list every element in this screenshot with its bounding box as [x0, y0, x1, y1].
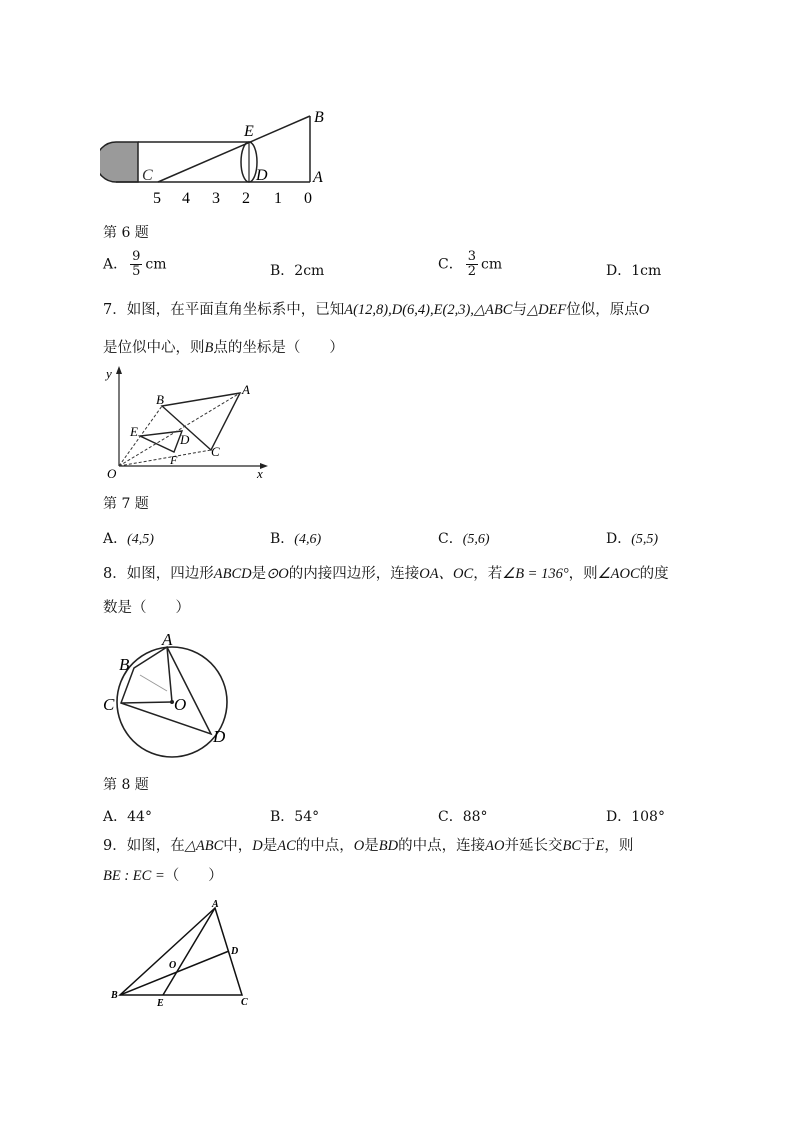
q7-figure	[100, 364, 275, 482]
q6-tick-0: 0	[304, 190, 312, 207]
q9-text-c: 是	[262, 838, 278, 854]
q9-math-d: O	[353, 838, 365, 854]
q6-option-a-label: A．	[103, 256, 128, 273]
q6-option-b-text: 2cm	[294, 263, 325, 279]
q6-label-C: C	[142, 167, 153, 184]
q9-math-e: BD	[378, 838, 399, 854]
q6-option-a-num: 9	[132, 249, 141, 264]
q7-option-a-label: A．	[103, 531, 128, 547]
q8-label-A: A	[162, 630, 173, 649]
q7-stem-line2	[103, 338, 344, 358]
q8-option-c-label: C．	[438, 809, 463, 825]
q8-option-a[interactable]	[103, 806, 152, 826]
q9-math-c: AC	[277, 838, 296, 854]
q6-label-E: E	[244, 123, 254, 140]
q8-caption: 第 8 题	[103, 777, 149, 793]
q6-tick-3: 3	[212, 190, 220, 207]
q8-option-c[interactable]	[438, 806, 488, 826]
q7-text-a: 7．如图，在平面直角坐标系中，已知	[103, 302, 345, 318]
q9-stem-line1	[103, 836, 633, 856]
q9-text-d: 的中点，	[295, 838, 354, 854]
q6-tick-1: 1	[274, 190, 282, 207]
q8-math-d: ∠B = 136°	[502, 566, 569, 582]
q6-option-d-text: 1cm	[631, 263, 662, 279]
q9-triangle-ABC	[120, 908, 242, 995]
q7-option-c[interactable]	[438, 528, 490, 548]
q9-stem-line2	[103, 866, 223, 886]
q7-stem-line1	[103, 300, 649, 320]
q7-option-a[interactable]	[103, 528, 154, 548]
q7-option-d-text: (5,5)	[631, 532, 659, 547]
q9-math-i: BE : EC =	[103, 868, 165, 884]
q9-math-f: AO	[485, 838, 505, 854]
q6-option-a-unit: cm	[145, 256, 167, 273]
q7-math-d: B	[204, 340, 214, 356]
q8-label-B: B	[119, 655, 130, 674]
q7-triangle-DEF	[140, 431, 182, 452]
q7-label-A: A	[242, 382, 250, 397]
q7-text-d: 是位似中心，则	[103, 340, 205, 356]
q7-option-c-text: (5,6)	[462, 532, 490, 547]
q7-text-b: 与	[512, 302, 527, 318]
q7-text-e: 点的坐标是（ ）	[213, 340, 344, 356]
q6-option-c-den: 2	[467, 264, 476, 279]
q9-label-D: D	[231, 946, 239, 957]
q7-math-b: △DEF	[526, 302, 567, 318]
q7-label-E: E	[130, 424, 138, 439]
q7-text-c: 位似，原点	[566, 302, 639, 318]
q9-text-b: 中，	[223, 838, 253, 854]
q9-math-b: D	[252, 838, 263, 854]
q9-label-O: O	[169, 960, 177, 971]
q9-label-A: A	[212, 899, 219, 910]
q8-text-c: 的内接四边形，连接	[288, 566, 420, 582]
q9-math-a: △ABC	[184, 838, 224, 854]
q6-figure	[100, 100, 345, 210]
q6-option-d-label: D．	[606, 263, 632, 279]
q6-option-d[interactable]	[606, 260, 661, 280]
q7-option-c-label: C．	[438, 531, 463, 547]
q8-option-d-label: D．	[606, 809, 632, 825]
q8-math-b: ⊙O	[266, 566, 289, 582]
q6-tick-2: 2	[242, 190, 250, 207]
q8-math-a: ABCD	[213, 566, 252, 582]
q8-text-b: 是	[251, 566, 267, 582]
q6-label-A: A	[313, 169, 323, 186]
q7-label-D: D	[180, 432, 190, 447]
q8-figure	[100, 630, 245, 760]
q6-option-a[interactable]	[103, 250, 167, 279]
q7-label-B: B	[156, 392, 164, 407]
q7-option-b-text: (4,6)	[294, 532, 322, 547]
q9-text-h: 于	[581, 838, 596, 854]
q6-option-c-label: C．	[438, 256, 463, 273]
q8-label-C: C	[103, 695, 115, 714]
q6-CB-line	[158, 116, 310, 182]
q7-option-d[interactable]	[606, 528, 658, 548]
q9-math-g: BC	[562, 838, 581, 854]
q6-option-c-num: 3	[467, 249, 476, 264]
q7-option-d-label: D．	[606, 531, 632, 547]
q8-stem-line2: 数是（ ）	[103, 600, 190, 616]
q9-text-i: ，则	[604, 838, 634, 854]
q7-triangle-ABC	[162, 393, 240, 450]
q6-option-b[interactable]	[270, 260, 324, 280]
q6-option-b-label: B．	[270, 263, 295, 279]
q9-text-e: 是	[364, 838, 379, 854]
q9-text-a: 9．如图，在	[103, 838, 185, 854]
q8-text-d: ，若	[473, 566, 503, 582]
q8-option-c-text: 88°	[462, 809, 488, 825]
q7-math-c: O	[638, 302, 650, 318]
q9-label-E: E	[157, 998, 164, 1009]
q8-option-a-label: A．	[103, 809, 128, 825]
q8-math-c: OA、OC	[419, 566, 474, 582]
q7-label-O: O	[107, 466, 117, 481]
q6-label-B: B	[314, 109, 324, 126]
q7-label-y: y	[106, 366, 112, 381]
q6-shaded-cap	[100, 142, 138, 182]
q8-stem-line1	[103, 564, 669, 584]
q8-option-b-text: 54°	[294, 809, 320, 825]
q7-option-b[interactable]	[270, 528, 321, 548]
q9-figure	[100, 896, 260, 1011]
q7-label-C: C	[211, 444, 220, 459]
q9-BD-line	[120, 951, 229, 995]
q9-math-h: E	[595, 838, 605, 854]
q7-caption: 第 7 题	[103, 496, 149, 512]
q8-option-d[interactable]	[606, 806, 665, 826]
q6-label-D: D	[256, 167, 268, 184]
q8-label-D: D	[213, 727, 226, 746]
q7-option-b-label: B．	[270, 531, 295, 547]
q8-option-b[interactable]	[270, 806, 319, 826]
q9-label-C: C	[241, 997, 248, 1008]
q8-label-O: O	[174, 695, 187, 714]
q8-option-b-label: B．	[270, 809, 295, 825]
q6-option-a-den: 5	[132, 264, 141, 279]
q9-text-f: 的中点，连接	[398, 838, 486, 854]
q6-option-c-unit: cm	[481, 256, 503, 273]
q8-option-d-text: 108°	[631, 809, 665, 825]
q6-option-c[interactable]	[438, 250, 502, 279]
q9-label-B: B	[111, 990, 118, 1001]
q7-label-x: x	[257, 466, 263, 481]
q6-tick-4: 4	[182, 190, 190, 207]
q9-text-g: 并延长交	[504, 838, 563, 854]
q9-AE-line	[163, 908, 215, 995]
q8-math-e: ∠AOC	[597, 566, 640, 582]
q7-label-F: F	[170, 453, 178, 467]
q7-math-a: A(12,8),D(6,4),E(2,3),△ABC	[344, 302, 513, 318]
q8-text-a: 8．如图，四边形	[103, 566, 214, 582]
q9-text-j: （ ）	[164, 868, 223, 884]
q6-caption: 第 6 题	[103, 225, 149, 241]
q7-option-a-text: (4,5)	[127, 532, 154, 547]
q8-option-a-text: 44°	[127, 809, 152, 825]
q8-text-e: ，则	[568, 566, 598, 582]
q8-text-f: 的度	[639, 566, 669, 582]
q6-tick-5: 5	[153, 190, 161, 207]
